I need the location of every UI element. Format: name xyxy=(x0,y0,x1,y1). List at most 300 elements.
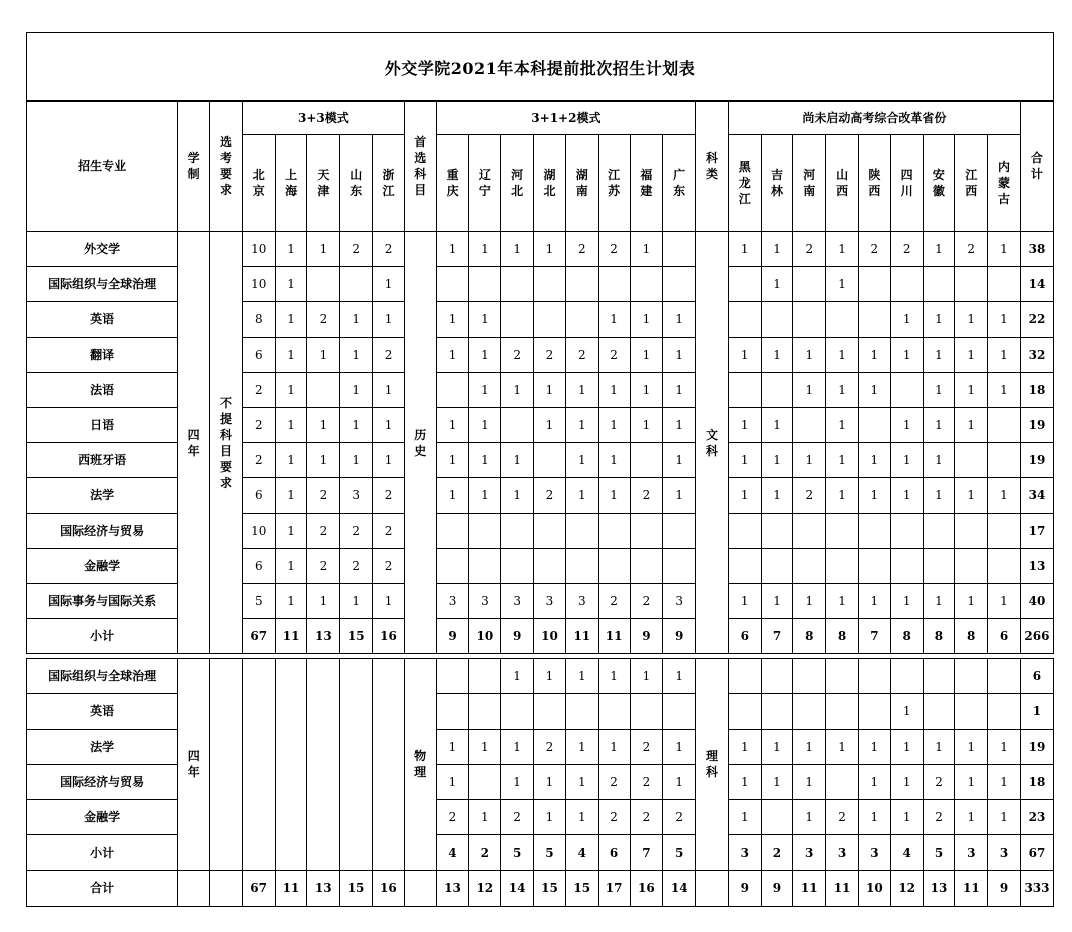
value-cell xyxy=(663,372,696,407)
value-cell xyxy=(242,407,275,442)
grand-total-cell xyxy=(923,870,955,906)
value-cell xyxy=(761,619,793,654)
value-cell-text: 2 xyxy=(805,488,814,503)
major-name xyxy=(27,583,178,618)
major-name xyxy=(27,372,178,407)
value-cell xyxy=(630,619,663,654)
province-header-text: 上海 xyxy=(285,168,298,198)
value-cell-text: 1 xyxy=(740,593,749,608)
grand-total-cell-text: 9 xyxy=(740,881,749,896)
value-cell-text: 2 xyxy=(319,558,328,573)
value-cell-text: 1 xyxy=(384,312,393,327)
major-name xyxy=(27,443,178,478)
value-cell xyxy=(373,478,405,513)
row-total xyxy=(1020,443,1053,478)
header-category-text: 科类 xyxy=(705,151,718,181)
value-cell-text: 1 xyxy=(384,382,393,397)
value-cell xyxy=(793,443,826,478)
value-cell-text: 1 xyxy=(513,453,521,468)
value-cell xyxy=(598,513,630,548)
province-header-text: 山西 xyxy=(836,168,849,198)
value-cell-text: 2 xyxy=(384,523,393,538)
value-cell-text: 1 xyxy=(319,593,328,608)
value-cell xyxy=(630,372,663,407)
value-cell xyxy=(372,659,404,871)
page-title: 外交学院2021年本科提前批次招生计划表 xyxy=(384,58,696,78)
value-cell-text: 2 xyxy=(319,488,328,503)
value-cell xyxy=(826,659,859,694)
value-cell xyxy=(436,513,469,548)
province-header-text: 湖北 xyxy=(543,168,556,198)
value-cell xyxy=(955,513,988,548)
grand-total-cell-text: 9 xyxy=(999,881,1009,896)
value-cell xyxy=(826,619,859,654)
value-cell xyxy=(858,583,890,618)
value-cell xyxy=(988,548,1021,583)
value-cell xyxy=(663,443,696,478)
value-cell xyxy=(923,548,955,583)
major-name xyxy=(27,478,178,513)
header-requirement-text: 选考要求 xyxy=(219,135,232,197)
value-cell-text: 1 xyxy=(352,382,361,397)
value-cell xyxy=(275,548,307,583)
value-cell-text: 1 xyxy=(740,418,749,433)
major-name-text: 小计 xyxy=(90,629,115,644)
province-header xyxy=(793,135,826,232)
row-total xyxy=(1020,513,1053,548)
value-cell-text: 1 xyxy=(967,739,976,754)
value-cell xyxy=(826,729,859,764)
value-cell-text: 1 xyxy=(967,312,976,327)
value-cell-text: 1 xyxy=(513,488,521,503)
section1-requirement xyxy=(210,232,243,654)
row-total xyxy=(1020,548,1053,583)
row-total-text: 18 xyxy=(1028,775,1046,790)
value-cell xyxy=(373,443,405,478)
header-mode-3-1-2 xyxy=(436,101,695,135)
value-cell xyxy=(534,619,566,654)
value-cell xyxy=(890,619,923,654)
value-cell-text: 1 xyxy=(675,382,683,397)
province-header xyxy=(340,135,373,232)
value-cell-text: 1 xyxy=(642,382,651,397)
grand-total-cell-text: 13 xyxy=(444,881,461,896)
value-cell-text: 1 xyxy=(773,418,781,433)
value-cell xyxy=(923,659,955,694)
value-cell xyxy=(923,443,955,478)
value-cell xyxy=(988,729,1021,764)
value-cell-text: 1 xyxy=(967,775,976,790)
row-total-text: 13 xyxy=(1028,558,1046,573)
value-cell-text: 1 xyxy=(838,593,846,608)
value-cell xyxy=(340,372,373,407)
value-cell xyxy=(436,548,469,583)
value-cell-text: 1 xyxy=(773,347,781,362)
grand-total-cell xyxy=(469,870,501,906)
value-cell xyxy=(955,372,988,407)
value-cell-text: 2 xyxy=(352,558,361,573)
value-cell xyxy=(307,372,340,407)
value-cell xyxy=(858,513,890,548)
value-cell xyxy=(630,548,663,583)
value-cell xyxy=(242,513,275,548)
row-total-text: 19 xyxy=(1028,453,1046,468)
province-header xyxy=(728,135,761,232)
grand-total-label xyxy=(27,870,178,906)
value-cell-text: 10 xyxy=(476,629,494,644)
section1-first-subject xyxy=(404,232,436,654)
value-cell xyxy=(890,659,923,694)
value-cell-text: 15 xyxy=(347,629,365,644)
value-cell xyxy=(988,337,1021,372)
value-cell xyxy=(663,548,696,583)
value-cell-text: 8 xyxy=(805,629,814,644)
grand-total-cell xyxy=(242,870,275,906)
value-cell xyxy=(307,337,340,372)
value-cell-text: 1 xyxy=(675,669,684,684)
value-cell xyxy=(340,619,373,654)
province-header xyxy=(565,135,598,232)
value-cell xyxy=(728,764,761,799)
value-cell xyxy=(598,302,630,337)
value-cell xyxy=(534,513,566,548)
value-cell xyxy=(988,659,1021,694)
value-cell-text: 1 xyxy=(675,739,684,754)
value-cell-text: 3 xyxy=(513,593,521,608)
value-cell xyxy=(630,694,663,729)
value-cell xyxy=(761,835,793,870)
value-cell xyxy=(565,232,598,267)
value-cell-text: 7 xyxy=(870,629,879,644)
value-cell-text: 1 xyxy=(870,347,879,362)
value-cell xyxy=(598,548,630,583)
value-cell-text: 8 xyxy=(254,312,263,327)
value-cell xyxy=(826,800,859,835)
value-cell-text: 5 xyxy=(675,845,684,860)
value-cell-text: 1 xyxy=(352,453,361,468)
value-cell xyxy=(469,302,501,337)
value-cell xyxy=(630,835,663,870)
value-cell-text: 11 xyxy=(605,629,623,644)
value-cell-text: 2 xyxy=(642,775,651,790)
value-cell xyxy=(340,548,373,583)
header-category xyxy=(696,101,729,232)
row-total-text: 1 xyxy=(1032,704,1042,719)
value-cell xyxy=(793,372,826,407)
value-cell xyxy=(565,619,598,654)
value-cell-text: 1 xyxy=(773,242,781,257)
value-cell-text: 2 xyxy=(610,593,618,608)
value-cell-text: 1 xyxy=(577,418,586,433)
header-mode-unreformed xyxy=(728,101,1020,135)
province-header-text: 浙江 xyxy=(382,168,395,198)
row-total-text: 19 xyxy=(1028,739,1046,754)
value-cell xyxy=(469,267,501,302)
value-cell xyxy=(598,232,630,267)
grand-total-cell-text: 13 xyxy=(314,881,332,896)
value-cell xyxy=(793,764,826,799)
value-cell-text: 1 xyxy=(773,453,781,468)
value-cell-text: 2 xyxy=(545,739,554,754)
value-cell xyxy=(630,800,663,835)
value-cell-text: 1 xyxy=(481,488,489,503)
value-cell xyxy=(242,267,275,302)
value-cell-text: 1 xyxy=(448,488,457,503)
row-total-text: 22 xyxy=(1028,312,1046,327)
section2-category-text: 理科 xyxy=(706,749,719,780)
value-cell xyxy=(761,407,793,442)
grand-total-cell-text: 13 xyxy=(930,881,948,896)
value-cell xyxy=(469,583,501,618)
value-cell-text: 1 xyxy=(1000,739,1008,754)
value-cell xyxy=(826,302,859,337)
value-cell-text: 1 xyxy=(805,453,814,468)
value-cell xyxy=(923,800,955,835)
value-cell xyxy=(436,302,469,337)
value-cell-text: 5 xyxy=(934,845,944,860)
section2-duration xyxy=(178,659,210,871)
value-cell xyxy=(728,302,761,337)
grand-total-cell xyxy=(988,870,1021,906)
value-cell xyxy=(373,407,405,442)
grand-total-cell-text: 14 xyxy=(508,881,526,896)
value-cell xyxy=(565,302,598,337)
value-cell xyxy=(501,548,534,583)
plan-table-section2 xyxy=(26,658,1054,907)
value-cell xyxy=(923,764,955,799)
value-cell xyxy=(793,407,826,442)
value-cell xyxy=(890,800,923,835)
value-cell xyxy=(565,764,598,799)
value-cell xyxy=(858,548,890,583)
value-cell xyxy=(761,337,793,372)
value-cell xyxy=(955,835,988,870)
province-header-text: 江西 xyxy=(965,168,978,198)
value-cell-text: 2 xyxy=(642,593,651,608)
value-cell-text: 3 xyxy=(999,845,1009,860)
value-cell xyxy=(469,337,501,372)
value-cell xyxy=(501,232,534,267)
value-cell-text: 1 xyxy=(610,418,618,433)
value-cell xyxy=(663,513,696,548)
grand-total-cell-text: 11 xyxy=(800,881,818,896)
value-cell xyxy=(955,548,988,583)
value-cell-text: 1 xyxy=(287,382,295,397)
value-cell-text: 1 xyxy=(902,347,911,362)
value-cell-text: 5 xyxy=(512,845,522,860)
grand-total-cell-text: 17 xyxy=(605,881,623,896)
value-cell-text: 1 xyxy=(773,593,781,608)
value-cell xyxy=(404,870,436,906)
value-cell-text: 1 xyxy=(545,418,554,433)
province-header-text: 广东 xyxy=(673,168,686,198)
row-total xyxy=(1020,800,1053,835)
value-cell xyxy=(826,548,859,583)
value-cell xyxy=(242,232,275,267)
value-cell-text: 8 xyxy=(934,629,944,644)
value-cell xyxy=(761,372,793,407)
grand-total-cell xyxy=(372,870,404,906)
value-cell-text: 1 xyxy=(545,775,554,790)
value-cell xyxy=(534,548,566,583)
value-cell xyxy=(858,337,890,372)
value-cell-text: 67 xyxy=(250,629,268,644)
value-cell xyxy=(890,267,923,302)
value-cell xyxy=(890,513,923,548)
value-cell-text: 1 xyxy=(319,242,328,257)
province-header xyxy=(275,135,307,232)
value-cell-text: 2 xyxy=(642,488,651,503)
value-cell xyxy=(501,729,534,764)
value-cell-text: 1 xyxy=(287,523,295,538)
value-cell xyxy=(373,302,405,337)
value-cell xyxy=(988,232,1021,267)
value-cell-text: 2 xyxy=(772,845,782,860)
value-cell xyxy=(793,694,826,729)
value-cell-text: 1 xyxy=(935,312,943,327)
value-cell xyxy=(307,267,340,302)
value-cell xyxy=(210,870,243,906)
value-cell xyxy=(242,478,275,513)
value-cell xyxy=(565,729,598,764)
value-cell-text: 1 xyxy=(610,669,618,684)
value-cell xyxy=(534,337,566,372)
value-cell xyxy=(598,800,630,835)
value-cell-text: 1 xyxy=(1000,347,1008,362)
value-cell-text: 1 xyxy=(545,382,554,397)
value-cell-text: 1 xyxy=(384,453,393,468)
value-cell-text: 1 xyxy=(319,453,328,468)
value-cell-text: 1 xyxy=(870,382,879,397)
value-cell xyxy=(826,407,859,442)
value-cell-text: 3 xyxy=(577,593,586,608)
value-cell xyxy=(955,583,988,618)
value-cell xyxy=(761,694,793,729)
value-cell-text: 10 xyxy=(541,629,558,644)
value-cell-text: 2 xyxy=(805,242,814,257)
value-cell xyxy=(793,267,826,302)
value-cell xyxy=(598,659,630,694)
value-cell-text: 2 xyxy=(352,523,361,538)
section2-first-subject-text: 物理 xyxy=(414,749,427,780)
value-cell xyxy=(565,694,598,729)
value-cell xyxy=(373,548,405,583)
province-header-text: 山东 xyxy=(350,168,363,198)
value-cell-text: 9 xyxy=(513,629,522,644)
value-cell-text: 1 xyxy=(935,347,943,362)
value-cell xyxy=(793,513,826,548)
value-cell xyxy=(858,372,890,407)
grand-total-cell-text: 14 xyxy=(670,881,688,896)
value-cell xyxy=(501,619,534,654)
province-header xyxy=(598,135,630,232)
value-cell xyxy=(340,513,373,548)
value-cell-text: 1 xyxy=(935,242,943,257)
value-cell xyxy=(469,513,501,548)
title-box xyxy=(26,32,1054,102)
value-cell-text: 1 xyxy=(1000,242,1008,257)
value-cell xyxy=(469,548,501,583)
value-cell-text: 1 xyxy=(902,453,911,468)
value-cell xyxy=(988,800,1021,835)
grand-total-cell xyxy=(793,870,826,906)
value-cell xyxy=(955,619,988,654)
major-name-text: 国际事务与国际关系 xyxy=(48,593,157,608)
row-total-text: 67 xyxy=(1028,845,1046,860)
value-cell xyxy=(436,232,469,267)
value-cell xyxy=(988,513,1021,548)
value-cell-text: 2 xyxy=(352,242,361,257)
value-cell-text: 1 xyxy=(902,739,911,754)
row-total xyxy=(1020,764,1053,799)
value-cell-text: 1 xyxy=(1000,810,1008,825)
value-cell-text: 2 xyxy=(319,523,328,538)
row-total xyxy=(1020,267,1053,302)
value-cell-text: 3 xyxy=(545,593,554,608)
value-cell xyxy=(242,443,275,478)
major-name xyxy=(27,337,178,372)
value-cell xyxy=(307,478,340,513)
value-cell-text: 5 xyxy=(545,845,554,860)
value-cell xyxy=(501,835,534,870)
major-name xyxy=(27,267,178,302)
value-cell xyxy=(565,372,598,407)
value-cell xyxy=(728,407,761,442)
value-cell-text: 1 xyxy=(935,739,943,754)
value-cell xyxy=(534,764,566,799)
value-cell-text: 2 xyxy=(319,312,328,327)
value-cell xyxy=(793,478,826,513)
value-cell xyxy=(501,337,534,372)
value-cell xyxy=(469,372,501,407)
value-cell-text: 1 xyxy=(448,347,457,362)
value-cell xyxy=(728,337,761,372)
header-duration xyxy=(178,101,210,232)
value-cell xyxy=(890,835,923,870)
value-cell-text: 1 xyxy=(545,242,554,257)
value-cell xyxy=(501,513,534,548)
value-cell-text: 1 xyxy=(1000,382,1008,397)
value-cell xyxy=(501,659,534,694)
header-major xyxy=(27,101,178,232)
value-cell-text: 1 xyxy=(1000,593,1008,608)
grand-total-cell-text: 11 xyxy=(962,881,980,896)
value-cell xyxy=(501,443,534,478)
value-cell xyxy=(890,548,923,583)
major-name-text: 英语 xyxy=(90,312,115,327)
major-name-text: 英语 xyxy=(90,704,115,719)
major-name xyxy=(27,407,178,442)
value-cell xyxy=(988,694,1021,729)
value-cell xyxy=(728,583,761,618)
row-total-text: 19 xyxy=(1028,418,1046,433)
value-cell-text: 7 xyxy=(772,629,782,644)
value-cell-text: 1 xyxy=(870,453,879,468)
value-cell-text: 1 xyxy=(287,593,295,608)
value-cell-text: 3 xyxy=(837,845,847,860)
plan-sheet xyxy=(26,32,1054,909)
row-total xyxy=(1020,583,1053,618)
value-cell-text: 1 xyxy=(577,775,586,790)
value-cell xyxy=(598,407,630,442)
row-total xyxy=(1020,232,1053,267)
value-cell-text: 6 xyxy=(609,845,619,860)
value-cell xyxy=(275,372,307,407)
value-cell-text: 1 xyxy=(481,312,489,327)
section2-requirement xyxy=(210,659,243,871)
value-cell xyxy=(955,478,988,513)
value-cell-text: 1 xyxy=(481,418,489,433)
